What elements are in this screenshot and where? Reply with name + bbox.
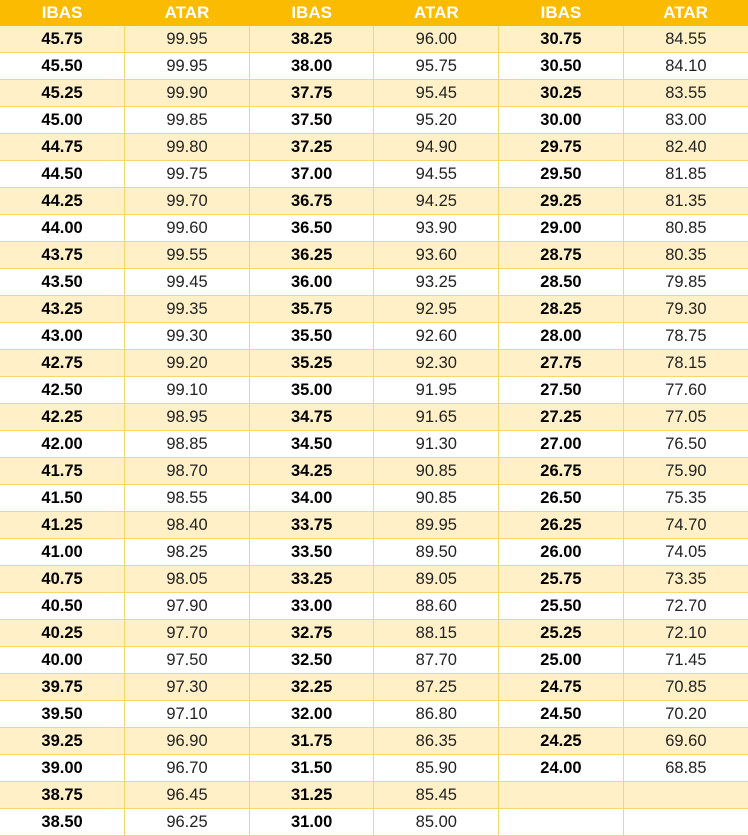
- ibas-cell: 24.25: [499, 728, 624, 755]
- table-body: [0, 26, 748, 836]
- ibas-cell: 25.25: [499, 620, 624, 647]
- atar-cell: 70.85: [623, 674, 748, 701]
- atar-cell: 99.30: [125, 323, 250, 350]
- ibas-cell: 44.00: [0, 215, 125, 242]
- ibas-cell: 36.00: [249, 269, 374, 296]
- atar-cell: 99.85: [125, 107, 250, 134]
- atar-cell: 99.75: [125, 161, 250, 188]
- ibas-cell: 43.50: [0, 269, 125, 296]
- ibas-cell: 42.50: [0, 377, 125, 404]
- ibas-cell: 38.75: [0, 782, 125, 809]
- table-row: [0, 296, 748, 323]
- atar-cell: 98.85: [125, 431, 250, 458]
- ibas-cell: 32.75: [249, 620, 374, 647]
- ibas-cell: 35.75: [249, 296, 374, 323]
- atar-cell: 95.20: [374, 107, 499, 134]
- ibas-cell: 29.25: [499, 188, 624, 215]
- atar-cell: 89.95: [374, 512, 499, 539]
- table-row: [0, 404, 748, 431]
- ibas-cell: 42.00: [0, 431, 125, 458]
- atar-cell: 83.55: [623, 80, 748, 107]
- atar-cell: 85.45: [374, 782, 499, 809]
- ibas-cell: 35.50: [249, 323, 374, 350]
- ibas-cell: 44.75: [0, 134, 125, 161]
- ibas-cell: 33.25: [249, 566, 374, 593]
- atar-cell: 93.25: [374, 269, 499, 296]
- ibas-cell: 38.50: [0, 809, 125, 836]
- ibas-cell: 37.25: [249, 134, 374, 161]
- table-row: [0, 485, 748, 512]
- table-header: [0, 0, 748, 26]
- table-row: [0, 512, 748, 539]
- ibas-cell: 38.00: [249, 53, 374, 80]
- ibas-cell: 28.25: [499, 296, 624, 323]
- atar-cell: 97.90: [125, 593, 250, 620]
- header-ibas-3: IBAS: [499, 0, 624, 26]
- table-row: [0, 242, 748, 269]
- ibas-cell: 39.75: [0, 674, 125, 701]
- table-row: [0, 809, 748, 836]
- atar-cell: 97.70: [125, 620, 250, 647]
- ibas-cell: 28.75: [499, 242, 624, 269]
- ibas-cell: 27.25: [499, 404, 624, 431]
- atar-cell: 98.70: [125, 458, 250, 485]
- header-atar-1: ATAR: [125, 0, 250, 26]
- atar-cell: 94.25: [374, 188, 499, 215]
- table-row: [0, 647, 748, 674]
- atar-cell: 91.65: [374, 404, 499, 431]
- table-row: [0, 539, 748, 566]
- table-row: [0, 701, 748, 728]
- ibas-cell: 32.00: [249, 701, 374, 728]
- atar-cell: 98.95: [125, 404, 250, 431]
- table-row: [0, 431, 748, 458]
- atar-cell: 96.00: [374, 26, 499, 53]
- atar-cell: 95.45: [374, 80, 499, 107]
- ibas-cell: 40.75: [0, 566, 125, 593]
- atar-cell: 99.95: [125, 53, 250, 80]
- atar-cell: 79.85: [623, 269, 748, 296]
- table-row: [0, 593, 748, 620]
- atar-cell: 95.75: [374, 53, 499, 80]
- table-row: [0, 350, 748, 377]
- ibas-cell: 30.00: [499, 107, 624, 134]
- ibas-cell: 33.75: [249, 512, 374, 539]
- atar-cell: 96.25: [125, 809, 250, 836]
- ibas-cell: 32.50: [249, 647, 374, 674]
- ibas-cell: 30.25: [499, 80, 624, 107]
- atar-cell: 71.45: [623, 647, 748, 674]
- atar-cell: 84.10: [623, 53, 748, 80]
- ibas-cell: 45.50: [0, 53, 125, 80]
- ibas-cell: 30.50: [499, 53, 624, 80]
- atar-cell: 93.60: [374, 242, 499, 269]
- table-row: [0, 215, 748, 242]
- table-row: [0, 161, 748, 188]
- atar-cell: 91.30: [374, 431, 499, 458]
- ibas-cell: 43.25: [0, 296, 125, 323]
- ibas-cell: 35.00: [249, 377, 374, 404]
- ibas-cell: 41.25: [0, 512, 125, 539]
- ibas-cell: 26.00: [499, 539, 624, 566]
- ibas-cell: 31.50: [249, 755, 374, 782]
- atar-cell: 98.05: [125, 566, 250, 593]
- ibas-cell: 40.25: [0, 620, 125, 647]
- ibas-cell: [499, 809, 624, 836]
- atar-cell: 99.90: [125, 80, 250, 107]
- atar-cell: [623, 809, 748, 836]
- ibas-cell: 41.75: [0, 458, 125, 485]
- atar-cell: 85.90: [374, 755, 499, 782]
- table-row: [0, 458, 748, 485]
- atar-cell: 94.90: [374, 134, 499, 161]
- atar-cell: 77.60: [623, 377, 748, 404]
- ibas-cell: 33.50: [249, 539, 374, 566]
- table-row: [0, 53, 748, 80]
- atar-cell: 97.10: [125, 701, 250, 728]
- atar-cell: 92.30: [374, 350, 499, 377]
- atar-cell: 97.50: [125, 647, 250, 674]
- ibas-cell: 29.75: [499, 134, 624, 161]
- atar-cell: 90.85: [374, 485, 499, 512]
- header-row: [0, 0, 748, 26]
- ibas-cell: 26.50: [499, 485, 624, 512]
- table-row: [0, 107, 748, 134]
- ibas-cell: 26.25: [499, 512, 624, 539]
- ibas-cell: 35.25: [249, 350, 374, 377]
- ibas-cell: 36.75: [249, 188, 374, 215]
- atar-cell: 88.60: [374, 593, 499, 620]
- table-row: [0, 755, 748, 782]
- ibas-cell: 31.00: [249, 809, 374, 836]
- atar-cell: 74.70: [623, 512, 748, 539]
- ibas-cell: 32.25: [249, 674, 374, 701]
- ibas-cell: 31.75: [249, 728, 374, 755]
- ibas-cell: 30.75: [499, 26, 624, 53]
- ibas-cell: 45.00: [0, 107, 125, 134]
- ibas-cell: 42.25: [0, 404, 125, 431]
- atar-cell: 89.05: [374, 566, 499, 593]
- atar-cell: 87.25: [374, 674, 499, 701]
- atar-cell: 86.35: [374, 728, 499, 755]
- ibas-cell: 39.25: [0, 728, 125, 755]
- atar-cell: 87.70: [374, 647, 499, 674]
- header-atar-2: ATAR: [374, 0, 499, 26]
- atar-cell: 79.30: [623, 296, 748, 323]
- atar-cell: 80.85: [623, 215, 748, 242]
- ibas-cell: 29.50: [499, 161, 624, 188]
- atar-cell: 93.90: [374, 215, 499, 242]
- atar-cell: 72.10: [623, 620, 748, 647]
- atar-cell: 84.55: [623, 26, 748, 53]
- atar-cell: 86.80: [374, 701, 499, 728]
- atar-cell: 78.15: [623, 350, 748, 377]
- ibas-cell: 40.50: [0, 593, 125, 620]
- ibas-cell: 25.00: [499, 647, 624, 674]
- atar-cell: 73.35: [623, 566, 748, 593]
- ibas-cell: 24.50: [499, 701, 624, 728]
- ibas-cell: 42.75: [0, 350, 125, 377]
- atar-cell: 92.95: [374, 296, 499, 323]
- ibas-cell: 44.50: [0, 161, 125, 188]
- atar-cell: 76.50: [623, 431, 748, 458]
- ibas-cell: 45.75: [0, 26, 125, 53]
- atar-cell: 77.05: [623, 404, 748, 431]
- ibas-cell: 25.50: [499, 593, 624, 620]
- ibas-cell: 34.50: [249, 431, 374, 458]
- ibas-cell: [499, 782, 624, 809]
- table-row: [0, 188, 748, 215]
- atar-cell: 97.30: [125, 674, 250, 701]
- ibas-cell: 28.50: [499, 269, 624, 296]
- ibas-cell: 33.00: [249, 593, 374, 620]
- atar-cell: 98.40: [125, 512, 250, 539]
- atar-cell: 99.95: [125, 26, 250, 53]
- ibas-cell: 34.00: [249, 485, 374, 512]
- ibas-cell: 37.50: [249, 107, 374, 134]
- atar-cell: 85.00: [374, 809, 499, 836]
- header-atar-3: ATAR: [623, 0, 748, 26]
- ibas-cell: 24.00: [499, 755, 624, 782]
- ibas-cell: 34.25: [249, 458, 374, 485]
- atar-cell: 78.75: [623, 323, 748, 350]
- atar-cell: 99.20: [125, 350, 250, 377]
- atar-cell: 99.45: [125, 269, 250, 296]
- atar-cell: 88.15: [374, 620, 499, 647]
- ibas-cell: 43.75: [0, 242, 125, 269]
- table-row: [0, 134, 748, 161]
- atar-cell: 83.00: [623, 107, 748, 134]
- atar-cell: 92.60: [374, 323, 499, 350]
- atar-cell: 80.35: [623, 242, 748, 269]
- ibas-cell: 41.00: [0, 539, 125, 566]
- table-row: [0, 80, 748, 107]
- atar-cell: 89.50: [374, 539, 499, 566]
- ibas-cell: 29.00: [499, 215, 624, 242]
- atar-cell: 75.90: [623, 458, 748, 485]
- ibas-cell: 45.25: [0, 80, 125, 107]
- ibas-cell: 37.00: [249, 161, 374, 188]
- atar-cell: 94.55: [374, 161, 499, 188]
- atar-cell: 72.70: [623, 593, 748, 620]
- ibas-cell: 39.00: [0, 755, 125, 782]
- ibas-cell: 39.50: [0, 701, 125, 728]
- table-row: [0, 674, 748, 701]
- ibas-cell: 44.25: [0, 188, 125, 215]
- ibas-cell: 26.75: [499, 458, 624, 485]
- table-row: [0, 269, 748, 296]
- table-row: [0, 26, 748, 53]
- table-row: [0, 728, 748, 755]
- ibas-cell: 36.50: [249, 215, 374, 242]
- ibas-cell: 37.75: [249, 80, 374, 107]
- atar-cell: 96.70: [125, 755, 250, 782]
- table-row: [0, 377, 748, 404]
- ibas-cell: 41.50: [0, 485, 125, 512]
- ibas-cell: 31.25: [249, 782, 374, 809]
- atar-cell: 99.35: [125, 296, 250, 323]
- ibas-cell: 43.00: [0, 323, 125, 350]
- atar-cell: 81.85: [623, 161, 748, 188]
- ibas-cell: 38.25: [249, 26, 374, 53]
- header-ibas-2: IBAS: [249, 0, 374, 26]
- ibas-cell: 27.50: [499, 377, 624, 404]
- atar-cell: [623, 782, 748, 809]
- ibas-cell: 27.00: [499, 431, 624, 458]
- header-ibas-1: IBAS: [0, 0, 125, 26]
- ibas-cell: 36.25: [249, 242, 374, 269]
- table-row: [0, 782, 748, 809]
- ibas-cell: 27.75: [499, 350, 624, 377]
- atar-cell: 99.80: [125, 134, 250, 161]
- ibas-cell: 40.00: [0, 647, 125, 674]
- atar-cell: 68.85: [623, 755, 748, 782]
- atar-cell: 82.40: [623, 134, 748, 161]
- atar-cell: 69.60: [623, 728, 748, 755]
- atar-cell: 99.10: [125, 377, 250, 404]
- table-row: [0, 620, 748, 647]
- atar-cell: 81.35: [623, 188, 748, 215]
- atar-cell: 98.25: [125, 539, 250, 566]
- atar-cell: 96.45: [125, 782, 250, 809]
- atar-cell: 96.90: [125, 728, 250, 755]
- ibas-cell: 28.00: [499, 323, 624, 350]
- atar-cell: 90.85: [374, 458, 499, 485]
- atar-cell: 99.55: [125, 242, 250, 269]
- atar-cell: 74.05: [623, 539, 748, 566]
- ibas-cell: 34.75: [249, 404, 374, 431]
- table-row: [0, 323, 748, 350]
- ibas-cell: 24.75: [499, 674, 624, 701]
- atar-cell: 70.20: [623, 701, 748, 728]
- atar-cell: 99.70: [125, 188, 250, 215]
- atar-cell: 75.35: [623, 485, 748, 512]
- ibas-cell: 25.75: [499, 566, 624, 593]
- atar-cell: 98.55: [125, 485, 250, 512]
- table-row: [0, 566, 748, 593]
- atar-cell: 91.95: [374, 377, 499, 404]
- atar-cell: 99.60: [125, 215, 250, 242]
